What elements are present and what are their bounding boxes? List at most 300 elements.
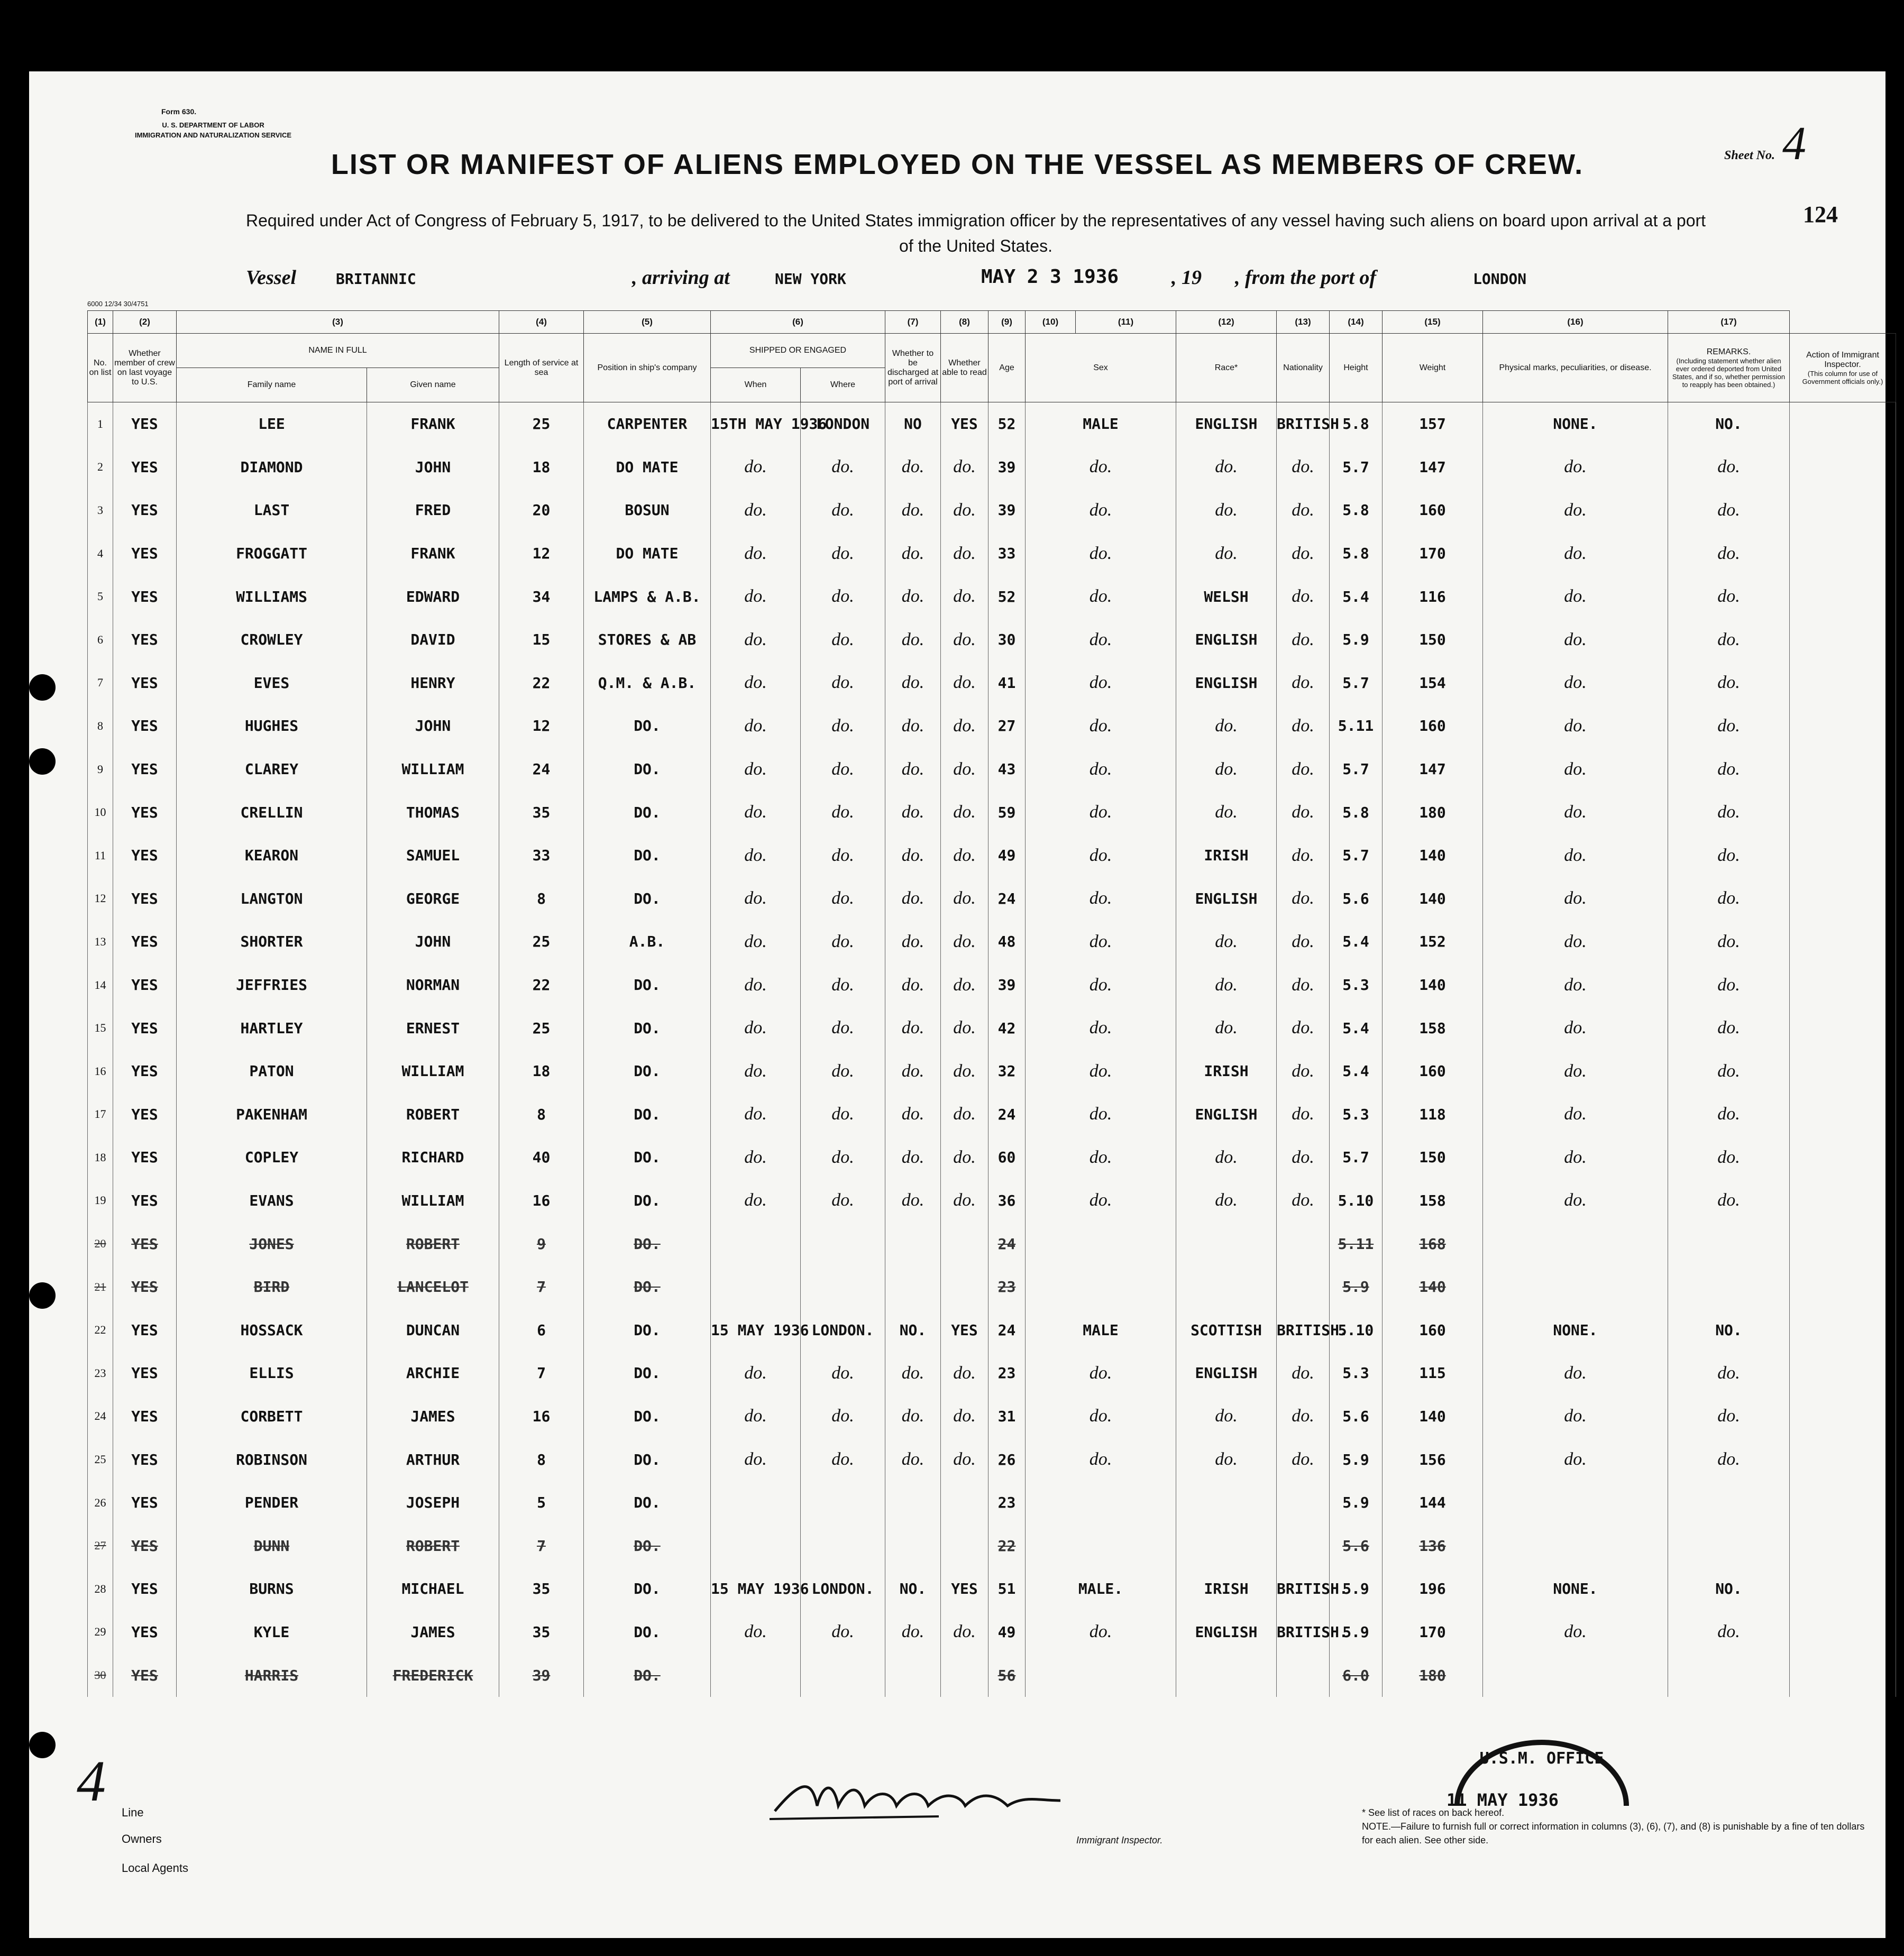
- sex: do.: [1026, 1006, 1176, 1050]
- page-number: 124: [1803, 201, 1838, 227]
- race: WELSH: [1176, 575, 1277, 618]
- shipped-where: do.: [801, 1352, 885, 1395]
- manifest-sheet: [29, 71, 1885, 1938]
- physical-marks: do.: [1483, 1179, 1668, 1223]
- race: IRISH: [1176, 834, 1277, 877]
- punch-hole: [29, 1282, 56, 1309]
- header-given-name: Given name: [367, 368, 499, 402]
- arriving-port: NEW YORK: [775, 270, 846, 288]
- dept-line: U. S. DEPARTMENT OF LABOR: [162, 121, 264, 129]
- position: DO.: [584, 1395, 711, 1438]
- able-read: YES: [941, 1567, 988, 1611]
- sex: [1026, 1524, 1176, 1567]
- inspector-action: [1790, 1093, 1896, 1136]
- table-row: [88, 1567, 1896, 1611]
- weight: 160: [1383, 489, 1483, 532]
- family-name: EVES: [177, 662, 367, 705]
- vessel-name: BRITANNIC: [336, 270, 416, 288]
- inspector-action: [1790, 877, 1896, 921]
- position: DO.: [584, 748, 711, 791]
- prev-voyage: YES: [113, 1395, 177, 1438]
- able-read: YES: [941, 402, 988, 446]
- prev-voyage: YES: [113, 1524, 177, 1567]
- table-row: [88, 1481, 1896, 1525]
- prev-voyage: YES: [113, 1438, 177, 1481]
- race: do.: [1176, 1136, 1277, 1179]
- remarks: do.: [1668, 877, 1790, 921]
- sex: do.: [1026, 1438, 1176, 1481]
- height: 5.7: [1330, 662, 1383, 705]
- header-remarks: [1668, 334, 1790, 402]
- inspector-action: [1790, 575, 1896, 618]
- remarks: do.: [1668, 1395, 1790, 1438]
- shipped-where: do.: [801, 748, 885, 791]
- shipped-where: do.: [801, 920, 885, 963]
- prev-voyage: YES: [113, 1093, 177, 1136]
- length-service: 40: [499, 1136, 584, 1179]
- age: 39: [988, 446, 1026, 489]
- remarks: do.: [1668, 748, 1790, 791]
- able-read: do.: [941, 1179, 988, 1223]
- given-name: FRANK: [367, 532, 499, 575]
- line-label: Line: [122, 1806, 144, 1819]
- sex: MALE: [1026, 1308, 1176, 1352]
- age: 24: [988, 877, 1026, 921]
- remarks: [1668, 1481, 1790, 1525]
- weight: 196: [1383, 1567, 1483, 1611]
- sex: [1026, 1654, 1176, 1697]
- nationality: do.: [1277, 920, 1330, 963]
- family-name: HARTLEY: [177, 1006, 367, 1050]
- age: 41: [988, 662, 1026, 705]
- nationality: do.: [1277, 1395, 1330, 1438]
- able-read: do.: [941, 662, 988, 705]
- length-service: 35: [499, 791, 584, 834]
- race: do.: [1176, 1006, 1277, 1050]
- position: DO.: [584, 1308, 711, 1352]
- family-name: KEARON: [177, 834, 367, 877]
- given-name: EDWARD: [367, 575, 499, 618]
- shipped-where: do.: [801, 791, 885, 834]
- table-row: [88, 662, 1896, 705]
- physical-marks: do.: [1483, 532, 1668, 575]
- physical-marks: [1483, 1265, 1668, 1309]
- physical-marks: do.: [1483, 963, 1668, 1007]
- shipped-where: [801, 1654, 885, 1697]
- position: DO.: [584, 704, 711, 748]
- discharged: do.: [885, 834, 941, 877]
- age: 23: [988, 1265, 1026, 1309]
- length-service: 16: [499, 1395, 584, 1438]
- shipped-when: 15 MAY 1936: [711, 1567, 801, 1611]
- height: 5.11: [1330, 1222, 1383, 1265]
- height: 5.7: [1330, 1136, 1383, 1179]
- age: 59: [988, 791, 1026, 834]
- nationality: do.: [1277, 489, 1330, 532]
- remarks: [1668, 1524, 1790, 1567]
- prev-voyage: YES: [113, 877, 177, 921]
- length-service: 34: [499, 575, 584, 618]
- given-name: ARCHIE: [367, 1352, 499, 1395]
- position: DO.: [584, 877, 711, 921]
- row-number: 16: [88, 1050, 113, 1093]
- race: IRISH: [1176, 1567, 1277, 1611]
- weight: 170: [1383, 1611, 1483, 1654]
- vessel-line: [246, 266, 1769, 292]
- nationality: do.: [1277, 1093, 1330, 1136]
- physical-marks: do.: [1483, 489, 1668, 532]
- physical-marks: [1483, 1654, 1668, 1697]
- col-num: (12): [1176, 311, 1277, 334]
- dept-line: IMMIGRATION AND NATURALIZATION SERVICE: [135, 131, 292, 139]
- able-read: do.: [941, 1395, 988, 1438]
- header-name-in-full: NAME IN FULL: [177, 334, 499, 368]
- inspector-action: [1790, 662, 1896, 705]
- inspector-action: [1790, 791, 1896, 834]
- sex: MALE.: [1026, 1567, 1176, 1611]
- family-name: DUNN: [177, 1524, 367, 1567]
- shipped-where: do.: [801, 618, 885, 662]
- family-name: BURNS: [177, 1567, 367, 1611]
- nationality: [1277, 1524, 1330, 1567]
- remarks: do.: [1668, 1179, 1790, 1223]
- remarks-title: REMARKS.: [1706, 347, 1751, 356]
- race: [1176, 1524, 1277, 1567]
- row-number: 20: [88, 1222, 113, 1265]
- remarks: NO.: [1668, 1308, 1790, 1352]
- nationality: [1277, 1222, 1330, 1265]
- row-number: 27: [88, 1524, 113, 1567]
- from-port: LONDON: [1473, 270, 1527, 288]
- given-name: DUNCAN: [367, 1308, 499, 1352]
- row-number: 12: [88, 877, 113, 921]
- length-service: 5: [499, 1481, 584, 1525]
- length-service: 15: [499, 618, 584, 662]
- able-read: do.: [941, 1050, 988, 1093]
- physical-marks: do.: [1483, 1006, 1668, 1050]
- family-name: HUGHES: [177, 704, 367, 748]
- nationality: do.: [1277, 704, 1330, 748]
- given-name: FRANK: [367, 402, 499, 446]
- race: [1176, 1265, 1277, 1309]
- header-no-on-list: No. on list: [88, 334, 113, 402]
- prev-voyage: YES: [113, 1611, 177, 1654]
- race: do.: [1176, 748, 1277, 791]
- shipped-where: do.: [801, 1438, 885, 1481]
- inspector-action: [1790, 704, 1896, 748]
- position: DO.: [584, 1481, 711, 1525]
- position: DO.: [584, 1524, 711, 1567]
- family-name: LANGTON: [177, 877, 367, 921]
- sex: do.: [1026, 446, 1176, 489]
- age: 43: [988, 748, 1026, 791]
- height: 5.3: [1330, 1352, 1383, 1395]
- department-heading: [135, 120, 291, 140]
- sex: MALE: [1026, 402, 1176, 446]
- shipped-where: do.: [801, 532, 885, 575]
- age: 24: [988, 1093, 1026, 1136]
- physical-marks: do.: [1483, 1136, 1668, 1179]
- shipped-when: do.: [711, 1611, 801, 1654]
- shipped-where: do.: [801, 704, 885, 748]
- row-number: 13: [88, 920, 113, 963]
- shipped-when: do.: [711, 618, 801, 662]
- family-name: LEE: [177, 402, 367, 446]
- able-read: [941, 1222, 988, 1265]
- able-read: do.: [941, 618, 988, 662]
- shipped-when: do.: [711, 704, 801, 748]
- family-name: PAKENHAM: [177, 1093, 367, 1136]
- remarks: do.: [1668, 791, 1790, 834]
- table-row: [88, 446, 1896, 489]
- header-position: Position in ship's company: [584, 334, 711, 402]
- sex: do.: [1026, 1136, 1176, 1179]
- shipped-when: [711, 1265, 801, 1309]
- position: Q.M. & A.B.: [584, 662, 711, 705]
- length-service: 7: [499, 1265, 584, 1309]
- age: 36: [988, 1179, 1026, 1223]
- shipped-when: do.: [711, 834, 801, 877]
- remarks: do.: [1668, 489, 1790, 532]
- height: 5.9: [1330, 1611, 1383, 1654]
- race: ENGLISH: [1176, 1352, 1277, 1395]
- length-service: 18: [499, 446, 584, 489]
- col-num: (8): [941, 311, 988, 334]
- weight: 170: [1383, 532, 1483, 575]
- position: DO.: [584, 1093, 711, 1136]
- age: 48: [988, 920, 1026, 963]
- shipped-when: 15TH MAY 1936: [711, 402, 801, 446]
- punch-hole: [29, 748, 56, 775]
- shipped-when: do.: [711, 1136, 801, 1179]
- prev-voyage: YES: [113, 618, 177, 662]
- weight: 154: [1383, 662, 1483, 705]
- family-name: ROBINSON: [177, 1438, 367, 1481]
- height: 5.8: [1330, 402, 1383, 446]
- physical-marks: [1483, 1481, 1668, 1525]
- length-service: 6: [499, 1308, 584, 1352]
- shipped-when: do.: [711, 575, 801, 618]
- weight: 116: [1383, 575, 1483, 618]
- position: STORES & AB: [584, 618, 711, 662]
- given-name: JAMES: [367, 1395, 499, 1438]
- race: ENGLISH: [1176, 1611, 1277, 1654]
- length-service: 39: [499, 1654, 584, 1697]
- physical-marks: do.: [1483, 1050, 1668, 1093]
- prev-voyage: YES: [113, 532, 177, 575]
- nationality: do.: [1277, 1179, 1330, 1223]
- given-name: SAMUEL: [367, 834, 499, 877]
- col-num: (7): [885, 311, 941, 334]
- header-weight: Weight: [1383, 334, 1483, 402]
- prev-voyage: YES: [113, 704, 177, 748]
- age: 39: [988, 963, 1026, 1007]
- remarks-note: (Including statement whether alien ever ordered deported from United States, and if so, whether permission to reapply has been obtained.): [1672, 356, 1786, 389]
- table-row: [88, 1524, 1896, 1567]
- able-read: do.: [941, 1093, 988, 1136]
- given-name: HENRY: [367, 662, 499, 705]
- remarks: [1668, 1222, 1790, 1265]
- physical-marks: do.: [1483, 834, 1668, 877]
- able-read: do.: [941, 1352, 988, 1395]
- race: [1176, 1654, 1277, 1697]
- sex: do.: [1026, 662, 1176, 705]
- physical-marks: do.: [1483, 791, 1668, 834]
- header-length-service: Length of service at sea: [499, 334, 584, 402]
- header-height: Height: [1330, 334, 1383, 402]
- sex: do.: [1026, 489, 1176, 532]
- nationality: do.: [1277, 877, 1330, 921]
- position: DO.: [584, 791, 711, 834]
- inspector-action: [1790, 1481, 1896, 1525]
- height: 5.4: [1330, 575, 1383, 618]
- col-num: (15): [1383, 311, 1483, 334]
- crew-table: [87, 310, 1896, 1697]
- remarks: do.: [1668, 963, 1790, 1007]
- col-num: (11): [1076, 311, 1176, 334]
- race: do.: [1176, 920, 1277, 963]
- shipped-when: [711, 1222, 801, 1265]
- sex: do.: [1026, 1611, 1176, 1654]
- discharged: [885, 1481, 941, 1525]
- row-number: 15: [88, 1006, 113, 1050]
- position: BOSUN: [584, 489, 711, 532]
- table-row: [88, 1006, 1896, 1050]
- stamp-date: 11 MAY 1936: [1447, 1790, 1559, 1810]
- print-code: 6000 12/34 30/4751: [87, 300, 149, 308]
- inspector-action: [1790, 1136, 1896, 1179]
- table-row: [88, 489, 1896, 532]
- weight: 157: [1383, 402, 1483, 446]
- remarks: do.: [1668, 704, 1790, 748]
- physical-marks: NONE.: [1483, 402, 1668, 446]
- length-service: 7: [499, 1524, 584, 1567]
- discharged: do.: [885, 1050, 941, 1093]
- inspector-action: [1790, 446, 1896, 489]
- position: DO MATE: [584, 532, 711, 575]
- shipped-when: [711, 1524, 801, 1567]
- height: 5.8: [1330, 791, 1383, 834]
- height: 5.11: [1330, 704, 1383, 748]
- row-number: 10: [88, 791, 113, 834]
- race: do.: [1176, 489, 1277, 532]
- row-number: 11: [88, 834, 113, 877]
- position: DO.: [584, 1352, 711, 1395]
- form-number: Form 630.: [161, 107, 197, 116]
- length-service: 22: [499, 662, 584, 705]
- height: 5.9: [1330, 1481, 1383, 1525]
- discharged: do.: [885, 575, 941, 618]
- family-name: WILLIAMS: [177, 575, 367, 618]
- length-service: 25: [499, 402, 584, 446]
- family-name: KYLE: [177, 1611, 367, 1654]
- col-num: (10): [1026, 311, 1076, 334]
- discharged: [885, 1222, 941, 1265]
- family-name: COPLEY: [177, 1136, 367, 1179]
- physical-marks: [1483, 1222, 1668, 1265]
- nationality: [1277, 1654, 1330, 1697]
- inspector-action: [1790, 1395, 1896, 1438]
- discharged: do.: [885, 446, 941, 489]
- nationality: BRITISH: [1277, 402, 1330, 446]
- inspector-action: [1790, 920, 1896, 963]
- penalty-note: NOTE.—Failure to furnish full or correct information in columns (3), (6), (7), and (8) is punishable by a fine of ten dollars for each alien. See other side.: [1362, 1821, 1865, 1845]
- height: 5.9: [1330, 1265, 1383, 1309]
- prev-voyage: YES: [113, 1050, 177, 1093]
- shipped-when: [711, 1654, 801, 1697]
- weight: 147: [1383, 446, 1483, 489]
- discharged: NO.: [885, 1308, 941, 1352]
- shipped-when: [711, 1481, 801, 1525]
- race: do.: [1176, 963, 1277, 1007]
- position: DO.: [584, 1567, 711, 1611]
- discharged: do.: [885, 1395, 941, 1438]
- crew-rows: [88, 402, 1896, 1697]
- discharged: do.: [885, 791, 941, 834]
- shipped-where: do.: [801, 1093, 885, 1136]
- remarks: [1668, 1265, 1790, 1309]
- position: CARPENTER: [584, 402, 711, 446]
- shipped-where: do.: [801, 834, 885, 877]
- sex: [1026, 1265, 1176, 1309]
- given-name: MICHAEL: [367, 1567, 499, 1611]
- shipped-where: LONDON.: [801, 1567, 885, 1611]
- height: 6.0: [1330, 1654, 1383, 1697]
- weight: 144: [1383, 1481, 1483, 1525]
- discharged: NO: [885, 402, 941, 446]
- age: 30: [988, 618, 1026, 662]
- table-row: [88, 704, 1896, 748]
- position: DO.: [584, 1179, 711, 1223]
- physical-marks: do.: [1483, 618, 1668, 662]
- nationality: do.: [1277, 791, 1330, 834]
- discharged: [885, 1524, 941, 1567]
- nationality: do.: [1277, 446, 1330, 489]
- inspector-action: [1790, 402, 1896, 446]
- inspector-action: [1790, 1524, 1896, 1567]
- row-number: 5: [88, 575, 113, 618]
- age: 32: [988, 1050, 1026, 1093]
- given-name: DAVID: [367, 618, 499, 662]
- discharged: NO.: [885, 1567, 941, 1611]
- weight: 180: [1383, 1654, 1483, 1697]
- age: 24: [988, 1222, 1026, 1265]
- length-service: 18: [499, 1050, 584, 1093]
- header-physical: Physical marks, peculiarities, or disease.: [1483, 334, 1668, 402]
- able-read: do.: [941, 489, 988, 532]
- length-service: 9: [499, 1222, 584, 1265]
- discharged: do.: [885, 1136, 941, 1179]
- line-mark: 4: [77, 1749, 106, 1813]
- physical-marks: [1483, 1524, 1668, 1567]
- owners-label: Owners: [122, 1832, 162, 1845]
- weight: 156: [1383, 1438, 1483, 1481]
- race: [1176, 1481, 1277, 1525]
- age: 22: [988, 1524, 1026, 1567]
- physical-marks: NONE.: [1483, 1308, 1668, 1352]
- weight: 180: [1383, 791, 1483, 834]
- race: ENGLISH: [1176, 402, 1277, 446]
- shipped-when: do.: [711, 446, 801, 489]
- position: DO.: [584, 834, 711, 877]
- col-num: (3): [177, 311, 499, 334]
- remarks: do.: [1668, 1611, 1790, 1654]
- prev-voyage: YES: [113, 1265, 177, 1309]
- length-service: 35: [499, 1567, 584, 1611]
- col-num: (9): [988, 311, 1026, 334]
- age: 39: [988, 489, 1026, 532]
- height: 5.9: [1330, 1567, 1383, 1611]
